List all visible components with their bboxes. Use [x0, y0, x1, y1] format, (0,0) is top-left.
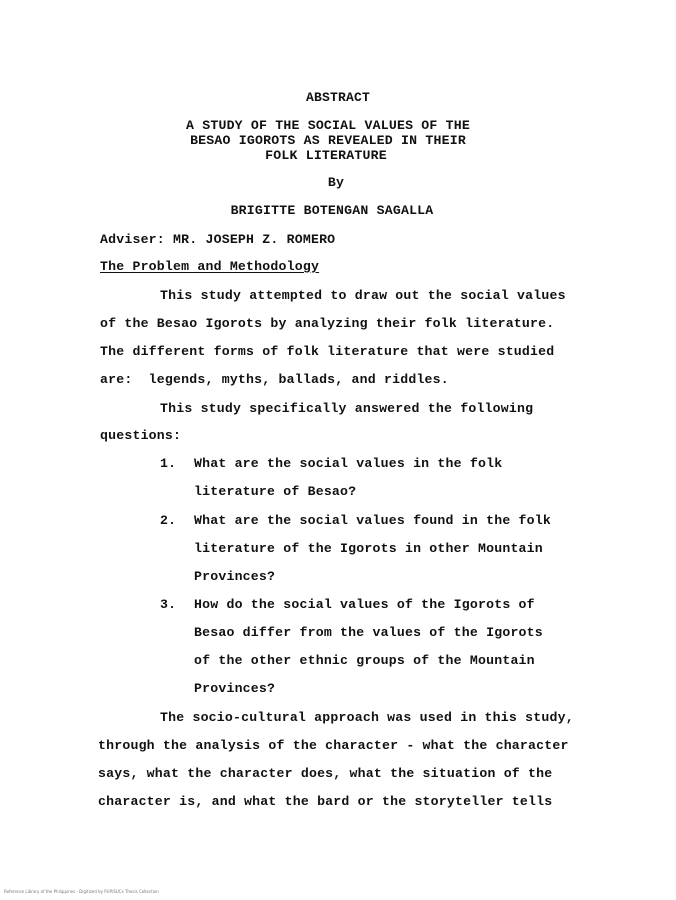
- title-line-2: BESAO IGOROTS AS REVEALED IN THEIR: [190, 133, 466, 148]
- para3-line: through the analysis of the character - what the character: [98, 738, 569, 753]
- para1-line: of the Besao Igorots by analyzing their folk literature.: [100, 316, 555, 331]
- title-line-3: FOLK LITERATURE: [265, 148, 387, 163]
- title-line-1: A STUDY OF THE SOCIAL VALUES OF THE: [186, 118, 470, 133]
- question-line: literature of Besao?: [194, 484, 357, 499]
- footer-watermark-text: Reference Library of the Philippines - Digitized by PUP/SUCs Thesis Collection: [4, 889, 159, 894]
- question-line: What are the social values found in the folk: [194, 513, 552, 528]
- para2-line: This study specifically answered the following: [160, 401, 534, 416]
- para1-line: are: legends, myths, ballads, and riddles.: [100, 372, 449, 387]
- para3-line: says, what the character does, what the situation of the: [98, 766, 553, 781]
- question-line: of the other ethnic groups of the Mountain: [194, 653, 535, 668]
- section-heading: The Problem and Methodology: [100, 259, 320, 274]
- para1-line: This study attempted to draw out the social values: [160, 288, 566, 303]
- question-line: How do the social values of the Igorots of: [194, 597, 535, 612]
- para3-line: character is, and what the bard or the storyteller tells: [98, 794, 553, 809]
- para2-line: questions:: [100, 428, 182, 443]
- question-line: Besao differ from the values of the Igorots: [194, 625, 543, 640]
- question-line: Provinces?: [194, 569, 276, 584]
- question-number: 2.: [160, 513, 177, 528]
- question-number: 1.: [160, 456, 177, 471]
- question-number: 3.: [160, 597, 177, 612]
- question-line: Provinces?: [194, 681, 276, 696]
- question-line: literature of the Igorots in other Mountain: [194, 541, 543, 556]
- author-name: BRIGITTE BOTENGAN SAGALLA: [230, 203, 434, 218]
- adviser-line: Adviser: MR. JOSEPH Z. ROMERO: [100, 232, 336, 247]
- para3-line: The socio-cultural approach was used in this study,: [160, 710, 574, 725]
- by-label: By: [327, 175, 345, 190]
- para1-line: The different forms of folk literature that were studied: [100, 344, 555, 359]
- abstract-heading: ABSTRACT: [305, 90, 370, 105]
- question-line: What are the social values in the folk: [194, 456, 503, 471]
